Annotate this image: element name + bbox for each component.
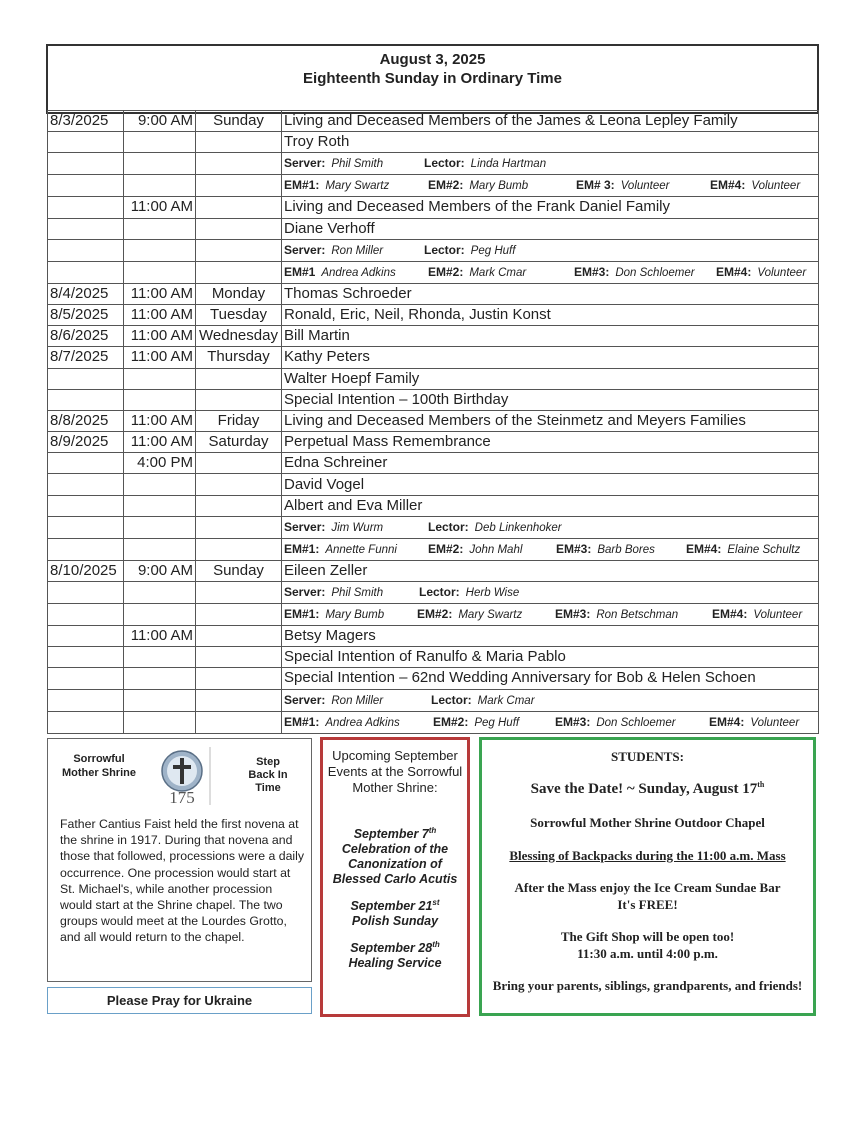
schedule-row bbox=[48, 495, 819, 516]
row-day bbox=[196, 626, 282, 647]
schedule-row bbox=[48, 604, 819, 626]
row-day: Tuesday bbox=[196, 304, 282, 325]
minister-role: EM#2: bbox=[428, 541, 464, 556]
row-time bbox=[124, 604, 196, 626]
bulletin-header bbox=[46, 44, 819, 114]
minister-assignment bbox=[710, 175, 800, 196]
minister-name: Annette Funni bbox=[325, 543, 397, 556]
event-item bbox=[323, 827, 467, 887]
event-item bbox=[323, 899, 467, 929]
event-desc: Celebration of the Canonization of Blessed Carlo Acutis bbox=[332, 841, 458, 886]
row-time bbox=[124, 474, 196, 495]
ministers-cell bbox=[282, 538, 819, 560]
mass-intention: Walter Hoepf Family bbox=[282, 368, 819, 389]
event-date: September 21 bbox=[350, 898, 433, 913]
row-day bbox=[196, 389, 282, 410]
schedule-row bbox=[48, 453, 819, 474]
row-time bbox=[124, 711, 196, 733]
minister-role: Lector: bbox=[431, 692, 472, 707]
minister-name: Ron Miller bbox=[331, 694, 384, 707]
minister-name: Elaine Schultz bbox=[727, 543, 801, 556]
schedule-row bbox=[48, 283, 819, 304]
row-time bbox=[124, 153, 196, 175]
minister-name: Phil Smith bbox=[331, 158, 384, 171]
row-date: 8/6/2025 bbox=[48, 326, 124, 347]
minister-name: Peg Huff bbox=[470, 244, 516, 257]
row-date: 8/9/2025 bbox=[48, 432, 124, 453]
row-day bbox=[196, 197, 282, 218]
minister-role: Server: bbox=[284, 156, 326, 171]
row-time: 11:00 AM bbox=[124, 347, 196, 368]
row-date bbox=[48, 495, 124, 516]
step-back-title: Step Back In Time bbox=[248, 756, 288, 794]
minister-name: Don Schloemer bbox=[596, 716, 676, 729]
shrine-title: Sorrowful Mother Shrine bbox=[62, 753, 136, 779]
minister-name: Linda Hartman bbox=[470, 158, 547, 171]
minister-role: EM#1: bbox=[284, 541, 320, 556]
row-day: Thursday bbox=[196, 347, 282, 368]
minister-assignment bbox=[424, 153, 546, 174]
minister-role: EM#4: bbox=[710, 178, 746, 193]
schedule-row bbox=[48, 389, 819, 410]
row-time: 9:00 AM bbox=[124, 560, 196, 581]
row-day bbox=[196, 538, 282, 560]
minister-name: Phil Smith bbox=[331, 587, 384, 599]
row-date: 8/10/2025 bbox=[48, 560, 124, 581]
row-day: Saturday bbox=[196, 432, 282, 453]
minister-role: EM#3: bbox=[556, 541, 592, 556]
ministers-cell bbox=[282, 711, 819, 733]
row-time bbox=[124, 647, 196, 668]
ministers-cell bbox=[282, 604, 819, 626]
minister-name: Ron Betschman bbox=[596, 609, 679, 621]
minister-name: Andrea Adkins bbox=[325, 716, 400, 729]
schedule-row bbox=[48, 516, 819, 538]
row-time bbox=[124, 516, 196, 538]
schedule-row bbox=[48, 410, 819, 431]
ministers-cell bbox=[282, 239, 819, 261]
row-date bbox=[48, 218, 124, 239]
row-time bbox=[124, 239, 196, 261]
mass-intention: Living and Deceased Members of the Steinmetz and Meyers Families bbox=[282, 410, 819, 431]
row-date bbox=[48, 368, 124, 389]
row-day bbox=[196, 239, 282, 261]
mass-intention: David Vogel bbox=[282, 474, 819, 495]
minister-assignment bbox=[433, 712, 555, 733]
schedule-row bbox=[48, 626, 819, 647]
row-date bbox=[48, 668, 124, 689]
row-date: 8/7/2025 bbox=[48, 347, 124, 368]
schedule-row bbox=[48, 175, 819, 197]
minister-name: Mark Cmar bbox=[477, 694, 535, 707]
minister-assignment bbox=[284, 240, 424, 261]
logo-number: 175 bbox=[169, 788, 195, 807]
row-day bbox=[196, 582, 282, 604]
minister-assignment bbox=[284, 690, 431, 711]
minister-name: Mary Bumb bbox=[325, 609, 385, 621]
ministers-cell bbox=[282, 261, 819, 283]
row-time bbox=[124, 368, 196, 389]
row-time bbox=[124, 132, 196, 153]
minister-name: Barb Bores bbox=[597, 543, 655, 556]
row-date bbox=[48, 175, 124, 197]
row-day bbox=[196, 474, 282, 495]
row-date bbox=[48, 516, 124, 538]
minister-role: Lector: bbox=[428, 519, 469, 534]
minister-role: Server: bbox=[284, 692, 326, 707]
minister-name: Jim Wurm bbox=[331, 521, 384, 534]
minister-assignment bbox=[712, 604, 802, 625]
event-date: September 28 bbox=[350, 940, 433, 955]
minister-assignment bbox=[424, 240, 515, 261]
minister-role: EM#2: bbox=[428, 264, 464, 279]
minister-assignment bbox=[556, 539, 686, 560]
schedule-row bbox=[48, 538, 819, 560]
minister-name: Volunteer bbox=[757, 266, 807, 279]
mass-intention: Diane Verhoff bbox=[282, 218, 819, 239]
minister-assignment bbox=[428, 517, 562, 538]
row-date bbox=[48, 689, 124, 711]
minister-role: EM#4: bbox=[716, 264, 752, 279]
schedule-row bbox=[48, 304, 819, 325]
mass-intention: Ronald, Eric, Neil, Rhonda, Justin Konst bbox=[282, 304, 819, 325]
minister-role: EM#4: bbox=[709, 714, 745, 729]
row-date bbox=[48, 474, 124, 495]
mass-intention: Albert and Eva Miller bbox=[282, 495, 819, 516]
schedule-row bbox=[48, 239, 819, 261]
gift-shop-hours: 11:30 a.m. until 4:00 p.m. bbox=[577, 946, 718, 961]
minister-assignment bbox=[428, 539, 556, 560]
minister-assignment bbox=[284, 175, 428, 196]
minister-role: EM#2: bbox=[417, 607, 453, 621]
minister-assignment bbox=[428, 262, 574, 283]
minister-assignment bbox=[555, 604, 712, 625]
minister-name: Ron Miller bbox=[331, 244, 384, 257]
minister-name: John Mahl bbox=[469, 543, 523, 556]
minister-assignment bbox=[576, 175, 710, 196]
minister-name: Peg Huff bbox=[474, 716, 520, 729]
row-day bbox=[196, 261, 282, 283]
minister-assignment bbox=[686, 539, 800, 560]
minister-name: Volunteer bbox=[750, 716, 800, 729]
mass-intention: Special Intention – 62nd Wedding Anniversary for Bob & Helen Schoen bbox=[282, 668, 819, 689]
row-time: 4:00 PM bbox=[124, 453, 196, 474]
minister-role: EM#3: bbox=[574, 264, 610, 279]
row-day bbox=[196, 218, 282, 239]
minister-name: Deb Linkenhoker bbox=[474, 521, 562, 534]
event-desc: Polish Sunday bbox=[351, 913, 439, 928]
minister-assignment bbox=[284, 153, 424, 174]
minister-assignment bbox=[709, 712, 799, 733]
mass-intention: Edna Schreiner bbox=[282, 453, 819, 474]
row-date bbox=[48, 197, 124, 218]
minister-assignment bbox=[574, 262, 716, 283]
minister-name: Mary Swartz bbox=[325, 180, 390, 193]
schedule-row bbox=[48, 111, 819, 132]
ministers-cell bbox=[282, 582, 819, 604]
minister-role: EM#4: bbox=[712, 607, 748, 621]
students-heading: STUDENTS: bbox=[611, 749, 684, 764]
row-day bbox=[196, 668, 282, 689]
row-time: 11:00 AM bbox=[124, 197, 196, 218]
event-item bbox=[323, 941, 467, 971]
row-date: 8/3/2025 bbox=[48, 111, 124, 132]
schedule-row bbox=[48, 132, 819, 153]
schedule-row bbox=[48, 347, 819, 368]
ministers-cell bbox=[282, 516, 819, 538]
minister-assignment bbox=[555, 712, 709, 733]
header-date: August 3, 2025 bbox=[379, 51, 486, 68]
minister-name: Andrea Adkins bbox=[321, 266, 396, 279]
schedule-row bbox=[48, 560, 819, 581]
minister-role: Lector: bbox=[419, 585, 460, 599]
row-date bbox=[48, 453, 124, 474]
row-time bbox=[124, 175, 196, 197]
minister-name: Mary Bumb bbox=[469, 180, 529, 193]
row-time: 9:00 AM bbox=[124, 111, 196, 132]
row-date bbox=[48, 239, 124, 261]
row-day bbox=[196, 711, 282, 733]
free-line: It's FREE! bbox=[617, 897, 678, 912]
row-time bbox=[124, 495, 196, 516]
minister-name: Herb Wise bbox=[465, 587, 520, 599]
minister-role: Lector: bbox=[424, 156, 465, 171]
event-desc: Healing Service bbox=[348, 955, 442, 970]
row-day: Wednesday bbox=[196, 326, 282, 347]
row-time: 11:00 AM bbox=[124, 626, 196, 647]
minister-role: Server: bbox=[284, 242, 326, 257]
row-date bbox=[48, 582, 124, 604]
minister-assignment bbox=[284, 262, 428, 283]
mass-intention: Living and Deceased Members of the Frank Daniel Family bbox=[282, 197, 819, 218]
row-day bbox=[196, 689, 282, 711]
mass-intention: Eileen Zeller bbox=[282, 560, 819, 581]
row-time bbox=[124, 261, 196, 283]
schedule-row bbox=[48, 197, 819, 218]
row-day bbox=[196, 516, 282, 538]
minister-name: Volunteer bbox=[620, 180, 670, 193]
row-date bbox=[48, 626, 124, 647]
event-date-suffix: th bbox=[428, 825, 437, 835]
minister-role: Lector: bbox=[424, 242, 465, 257]
minister-assignment bbox=[419, 582, 519, 603]
schedule-row bbox=[48, 153, 819, 175]
schedule-row bbox=[48, 582, 819, 604]
schedule-row bbox=[48, 432, 819, 453]
gift-shop-line: The Gift Shop will be open too! bbox=[560, 929, 735, 944]
row-time bbox=[124, 218, 196, 239]
row-date bbox=[48, 647, 124, 668]
schedule-row bbox=[48, 368, 819, 389]
row-date: 8/4/2025 bbox=[48, 283, 124, 304]
minister-role: EM#1 bbox=[284, 264, 316, 279]
row-time bbox=[124, 582, 196, 604]
row-day bbox=[196, 368, 282, 389]
schedule-row bbox=[48, 326, 819, 347]
history-text: Father Cantius Faist held the first novena at the shrine in 1917. During that novena and those that followed, processions were a daily occurrence. One procession would start at St. Michael's, while another procession would start at the Shrine chapel. The two groups would meet at the Lourdes Grotto, and all would return to the chapel. bbox=[60, 817, 305, 945]
row-day bbox=[196, 495, 282, 516]
mass-intention: Special Intention – 100th Birthday bbox=[282, 389, 819, 410]
row-day bbox=[196, 453, 282, 474]
minister-assignment bbox=[284, 517, 428, 538]
minister-role: Server: bbox=[284, 519, 326, 534]
mass-schedule-table bbox=[47, 110, 819, 734]
save-the-date: Save the Date! ~ Sunday, August 17th bbox=[530, 780, 765, 797]
mass-intention: Kathy Peters bbox=[282, 347, 819, 368]
mass-intention: Special Intention of Ranulfo & Maria Pablo bbox=[282, 647, 819, 668]
schedule-row bbox=[48, 668, 819, 689]
schedule-row bbox=[48, 711, 819, 733]
minister-role: EM#2: bbox=[433, 714, 469, 729]
row-time bbox=[124, 668, 196, 689]
events-intro: Upcoming September Events at the Sorrowful Mother Shrine: bbox=[327, 748, 463, 796]
row-date bbox=[48, 132, 124, 153]
row-date bbox=[48, 604, 124, 626]
schedule-row bbox=[48, 218, 819, 239]
schedule-row bbox=[48, 474, 819, 495]
header-title: Eighteenth Sunday in Ordinary Time bbox=[303, 70, 562, 87]
ministers-cell bbox=[282, 175, 819, 197]
row-day: Sunday bbox=[196, 560, 282, 581]
row-day: Friday bbox=[196, 410, 282, 431]
minister-assignment bbox=[284, 604, 417, 625]
minister-assignment bbox=[431, 690, 535, 711]
minister-name: Volunteer bbox=[751, 180, 801, 193]
mass-intention: Troy Roth bbox=[282, 132, 819, 153]
minister-name: Mary Swartz bbox=[458, 609, 523, 621]
minister-role: EM#1: bbox=[284, 714, 320, 729]
students-box bbox=[479, 737, 816, 1016]
mass-intention: Perpetual Mass Remembrance bbox=[282, 432, 819, 453]
row-day: Sunday bbox=[196, 111, 282, 132]
event-date-suffix: st bbox=[432, 897, 440, 907]
row-date: 8/8/2025 bbox=[48, 410, 124, 431]
pray-for-ukraine: Please Pray for Ukraine bbox=[47, 987, 312, 1014]
ice-cream-line: After the Mass enjoy the Ice Cream Sundae Bar bbox=[514, 880, 781, 895]
mass-intention: Betsy Magers bbox=[282, 626, 819, 647]
row-date bbox=[48, 389, 124, 410]
bring-family: Bring your parents, siblings, grandparents, and friends! bbox=[492, 978, 803, 993]
minister-assignment bbox=[284, 712, 433, 733]
row-day bbox=[196, 604, 282, 626]
blessing-backpacks: Blessing of Backpacks during the 11:00 a.m. Mass bbox=[509, 848, 786, 863]
row-time: 11:00 AM bbox=[124, 283, 196, 304]
minister-role: EM#4: bbox=[686, 541, 722, 556]
row-day bbox=[196, 175, 282, 197]
schedule-row bbox=[48, 689, 819, 711]
ministers-cell bbox=[282, 153, 819, 175]
row-date: 8/5/2025 bbox=[48, 304, 124, 325]
schedule-row bbox=[48, 647, 819, 668]
history-box bbox=[47, 738, 312, 982]
minister-role: EM#3: bbox=[555, 607, 591, 621]
minister-name: Mark Cmar bbox=[469, 266, 527, 279]
minister-role: EM# 3: bbox=[576, 178, 615, 193]
minister-assignment bbox=[284, 539, 428, 560]
row-time: 11:00 AM bbox=[124, 432, 196, 453]
row-day: Monday bbox=[196, 283, 282, 304]
minister-assignment bbox=[284, 582, 419, 603]
event-date-suffix: th bbox=[432, 939, 440, 949]
row-time: 11:00 AM bbox=[124, 326, 196, 347]
minister-role: EM#1: bbox=[284, 607, 320, 621]
minister-role: EM#3: bbox=[555, 714, 591, 729]
events-box bbox=[320, 737, 470, 1017]
minister-assignment bbox=[716, 262, 806, 283]
row-time: 11:00 AM bbox=[124, 304, 196, 325]
minister-name: Don Schloemer bbox=[615, 266, 695, 279]
minister-name: Volunteer bbox=[753, 609, 803, 621]
row-date bbox=[48, 153, 124, 175]
minister-assignment bbox=[428, 175, 576, 196]
row-day bbox=[196, 153, 282, 175]
event-date: September 7 bbox=[353, 826, 429, 841]
mass-intention: Thomas Schroeder bbox=[282, 283, 819, 304]
row-date bbox=[48, 711, 124, 733]
minister-assignment bbox=[417, 604, 555, 625]
minister-role: Server: bbox=[284, 585, 326, 599]
row-date bbox=[48, 538, 124, 560]
mass-intention: Bill Martin bbox=[282, 326, 819, 347]
row-time bbox=[124, 689, 196, 711]
minister-role: EM#2: bbox=[428, 178, 464, 193]
row-day bbox=[196, 647, 282, 668]
row-time bbox=[124, 538, 196, 560]
row-time bbox=[124, 389, 196, 410]
schedule-row bbox=[48, 261, 819, 283]
row-date bbox=[48, 261, 124, 283]
ministers-cell bbox=[282, 689, 819, 711]
row-day bbox=[196, 132, 282, 153]
minister-role: EM#1: bbox=[284, 178, 320, 193]
mass-intention: Living and Deceased Members of the James & Leona Lepley Family bbox=[282, 111, 819, 132]
outdoor-chapel: Sorrowful Mother Shrine Outdoor Chapel bbox=[530, 815, 765, 830]
row-time: 11:00 AM bbox=[124, 410, 196, 431]
shrine-175-logo bbox=[152, 745, 214, 807]
